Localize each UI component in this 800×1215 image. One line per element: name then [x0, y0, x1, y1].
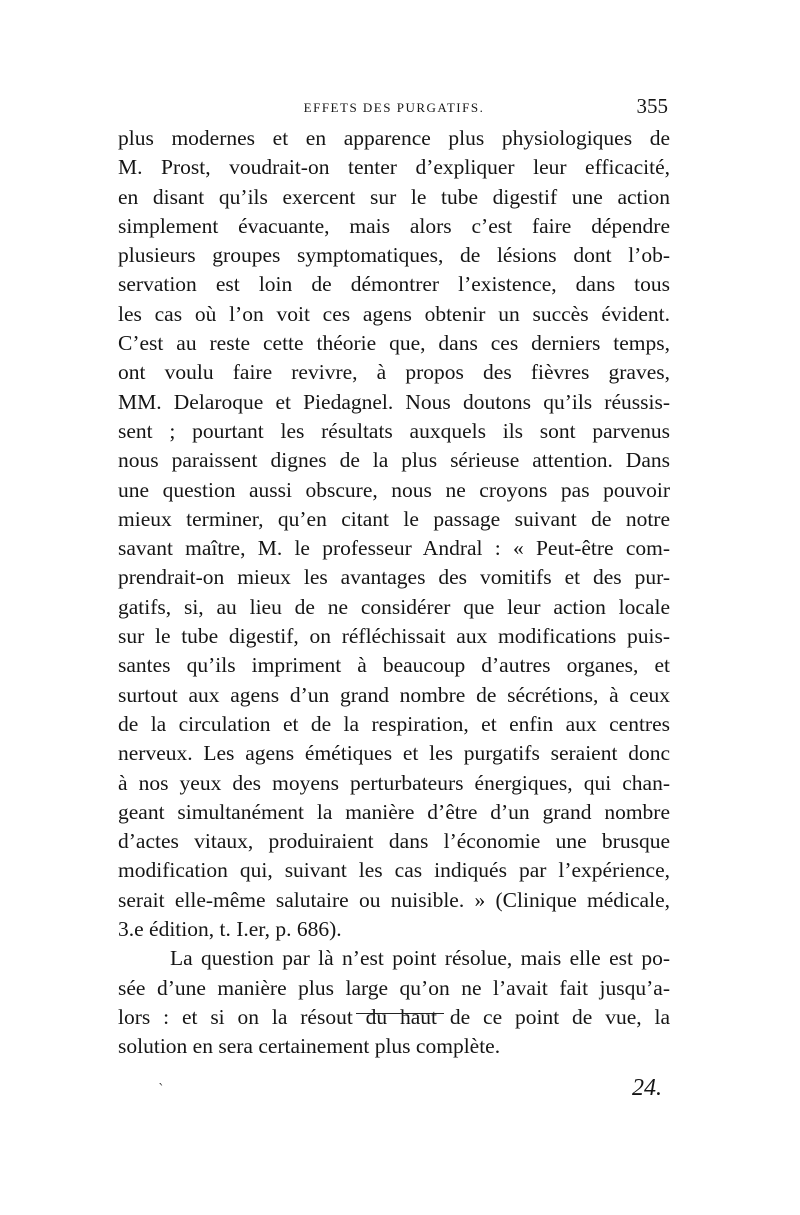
text-line: mieux terminer, qu’en citant le passage suivant de notre	[118, 506, 670, 531]
text-line: santes qu’ils impriment à beaucoup d’autres organes, et	[118, 653, 670, 678]
text-line: nous paraissent dignes de la plus sérieuse attention. Dans	[118, 448, 670, 473]
text-line: simplement évacuante, mais alors c’est faire dépendre	[118, 213, 670, 238]
text-line: 3.e édition, t. I.er, p. 686).	[118, 917, 342, 942]
text-line: ont voulu faire revivre, à propos des fièvres graves,	[118, 360, 670, 385]
text-line: à nos yeux des moyens perturbateurs énergiques, qui chan-	[118, 770, 670, 795]
stray-mark: `	[158, 1082, 165, 1098]
section-divider	[356, 1013, 444, 1014]
text-line: savant maître, M. le professeur Andral : « Peut-être com-	[118, 536, 670, 561]
text-line: prendrait-on mieux les avantages des vomitifs et des pur-	[118, 565, 670, 590]
text-line: sée d’une manière plus large qu’on ne l’avait fait jusqu’a-	[118, 975, 670, 1000]
text-line: surtout aux agens d’un grand nombre de sécrétions, à ceux	[118, 682, 670, 707]
text-line: sur le tube digestif, on réfléchissait aux modifications puis-	[118, 624, 670, 649]
text-line: modification qui, suivant les cas indiqués par l’expérience,	[118, 858, 670, 883]
text-line: sent ; pourtant les résultats auxquels ils sont parvenus	[118, 418, 670, 443]
text-line: nerveux. Les agens émétiques et les purgatifs seraient donc	[118, 741, 670, 766]
text-line: d’actes vitaux, produiraient dans l’économie une brusque	[118, 829, 670, 854]
text-line: C’est au reste cette théorie que, dans ces derniers temps,	[118, 331, 670, 356]
text-line: gatifs, si, au lieu de ne considérer que leur action locale	[118, 594, 670, 619]
text-line: solution en sera certainement plus complète.	[118, 1034, 501, 1059]
text-line: geant simultanément la manière d’être d’un grand nombre	[118, 799, 670, 824]
text-line: en disant qu’ils exercent sur le tube digestif une action	[118, 184, 670, 209]
running-head	[120, 94, 668, 124]
text-line: servation est loin de démontrer l’existence, dans tous	[118, 272, 670, 297]
running-title: EFFETS DES PURGATIFS.	[303, 100, 485, 115]
text-line: lors : et si on la résout du haut de ce point de vue, la	[118, 1004, 670, 1029]
text-line: M. Prost, voudrait-on tenter d’expliquer leur efficacité,	[118, 155, 670, 180]
text-line: une question aussi obscure, nous ne croyons pas pouvoir	[118, 477, 670, 502]
text-line: de la circulation et de la respiration, et enfin aux centres	[118, 711, 670, 736]
text-line: plus modernes et en apparence plus physiologiques de	[118, 126, 670, 150]
text-line: MM. Delaroque et Piedagnel. Nous doutons qu’ils réussis-	[118, 389, 670, 414]
body-text	[118, 124, 670, 1062]
text-line: plusieurs groupes symptomatiques, de lésions dont l’ob-	[118, 243, 670, 268]
text-line: les cas où l’on voit ces agens obtenir un succès évident.	[118, 301, 670, 326]
signature-mark: 24.	[632, 1075, 662, 1101]
paragraph-first-line: La question par là n’est point résolue, mais elle est po-	[170, 946, 670, 971]
page-number: 355	[636, 94, 668, 118]
text-line: serait elle-même salutaire ou nuisible. » (Clinique médicale,	[118, 887, 670, 912]
